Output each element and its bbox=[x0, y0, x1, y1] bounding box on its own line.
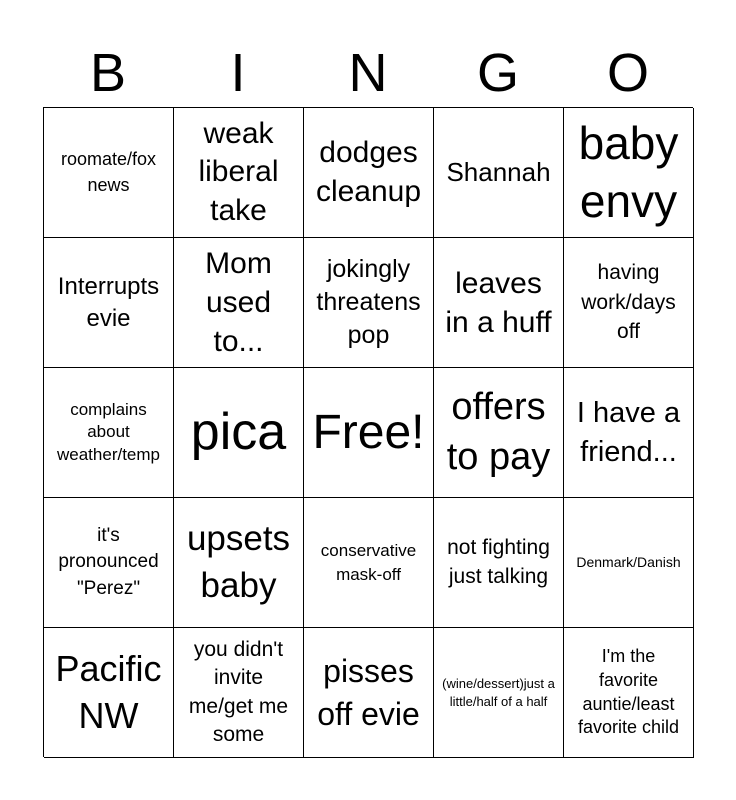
cell-text: baby envy bbox=[578, 117, 679, 227]
bingo-grid bbox=[43, 107, 693, 757]
cell-text: you didn't invite me/get me some bbox=[188, 637, 289, 746]
cell-text: not fighting just talking bbox=[447, 536, 550, 588]
bingo-cell bbox=[174, 368, 304, 498]
bingo-cell bbox=[44, 238, 174, 368]
header-letter-g: G bbox=[476, 43, 519, 103]
bingo-cell bbox=[174, 628, 304, 758]
bingo-cell bbox=[564, 238, 694, 368]
bingo-cell bbox=[434, 368, 564, 498]
cell-text: Interrupts evie bbox=[57, 273, 160, 332]
bingo-cell bbox=[174, 108, 304, 238]
cell-text: it's pronounced "Perez" bbox=[58, 525, 159, 599]
cell-text: roomate/fox news bbox=[60, 149, 157, 195]
cell-text: leaves in a huff bbox=[445, 266, 552, 339]
cell-text: jokingly threatens pop bbox=[316, 255, 421, 349]
bingo-cell bbox=[174, 238, 304, 368]
cell-text: pica bbox=[190, 403, 287, 462]
cell-text: Free! bbox=[312, 405, 425, 459]
bingo-cell bbox=[44, 108, 174, 238]
bingo-cell bbox=[564, 628, 694, 758]
cell-text: weak liberal take bbox=[198, 116, 279, 227]
bingo-cell bbox=[304, 238, 434, 368]
header-letter-i: I bbox=[230, 43, 246, 103]
bingo-cell bbox=[174, 498, 304, 628]
cell-text: I have a friend... bbox=[576, 397, 681, 468]
bingo-cell bbox=[304, 108, 434, 238]
cell-text: conservative mask-off bbox=[320, 540, 417, 584]
bingo-cell bbox=[564, 498, 694, 628]
cell-text: Pacific NW bbox=[55, 648, 162, 736]
cell-text: (wine/dessert)just a little/half of a half bbox=[442, 675, 555, 709]
bingo-cell bbox=[304, 498, 434, 628]
bingo-cell bbox=[304, 628, 434, 758]
header-letter-o: O bbox=[606, 43, 649, 103]
cell-text: pisses off evie bbox=[317, 652, 420, 732]
bingo-cell bbox=[44, 368, 174, 498]
bingo-cell bbox=[564, 108, 694, 238]
cell-text: I'm the favorite auntie/least favorite child bbox=[577, 645, 680, 738]
bingo-cell bbox=[564, 368, 694, 498]
cell-text: Denmark/Danish bbox=[576, 554, 681, 571]
cell-text: Mom used to... bbox=[205, 247, 272, 358]
cell-text: upsets baby bbox=[186, 519, 291, 605]
bingo-cell bbox=[434, 238, 564, 368]
bingo-cell bbox=[434, 498, 564, 628]
cell-text: Shannah bbox=[446, 156, 551, 187]
header-letter-n: N bbox=[348, 43, 388, 103]
cell-text: having work/days off bbox=[581, 261, 676, 344]
bingo-cell bbox=[44, 628, 174, 758]
cell-text: offers to pay bbox=[446, 386, 551, 478]
bingo-header bbox=[43, 40, 693, 106]
header-letter-b: B bbox=[89, 43, 127, 103]
bingo-cell bbox=[304, 368, 434, 498]
bingo-cell bbox=[44, 498, 174, 628]
cell-text: dodges cleanup bbox=[315, 136, 422, 208]
bingo-cell bbox=[434, 108, 564, 238]
bingo-cell bbox=[434, 628, 564, 758]
cell-text: complains about weather/temp bbox=[57, 399, 160, 464]
